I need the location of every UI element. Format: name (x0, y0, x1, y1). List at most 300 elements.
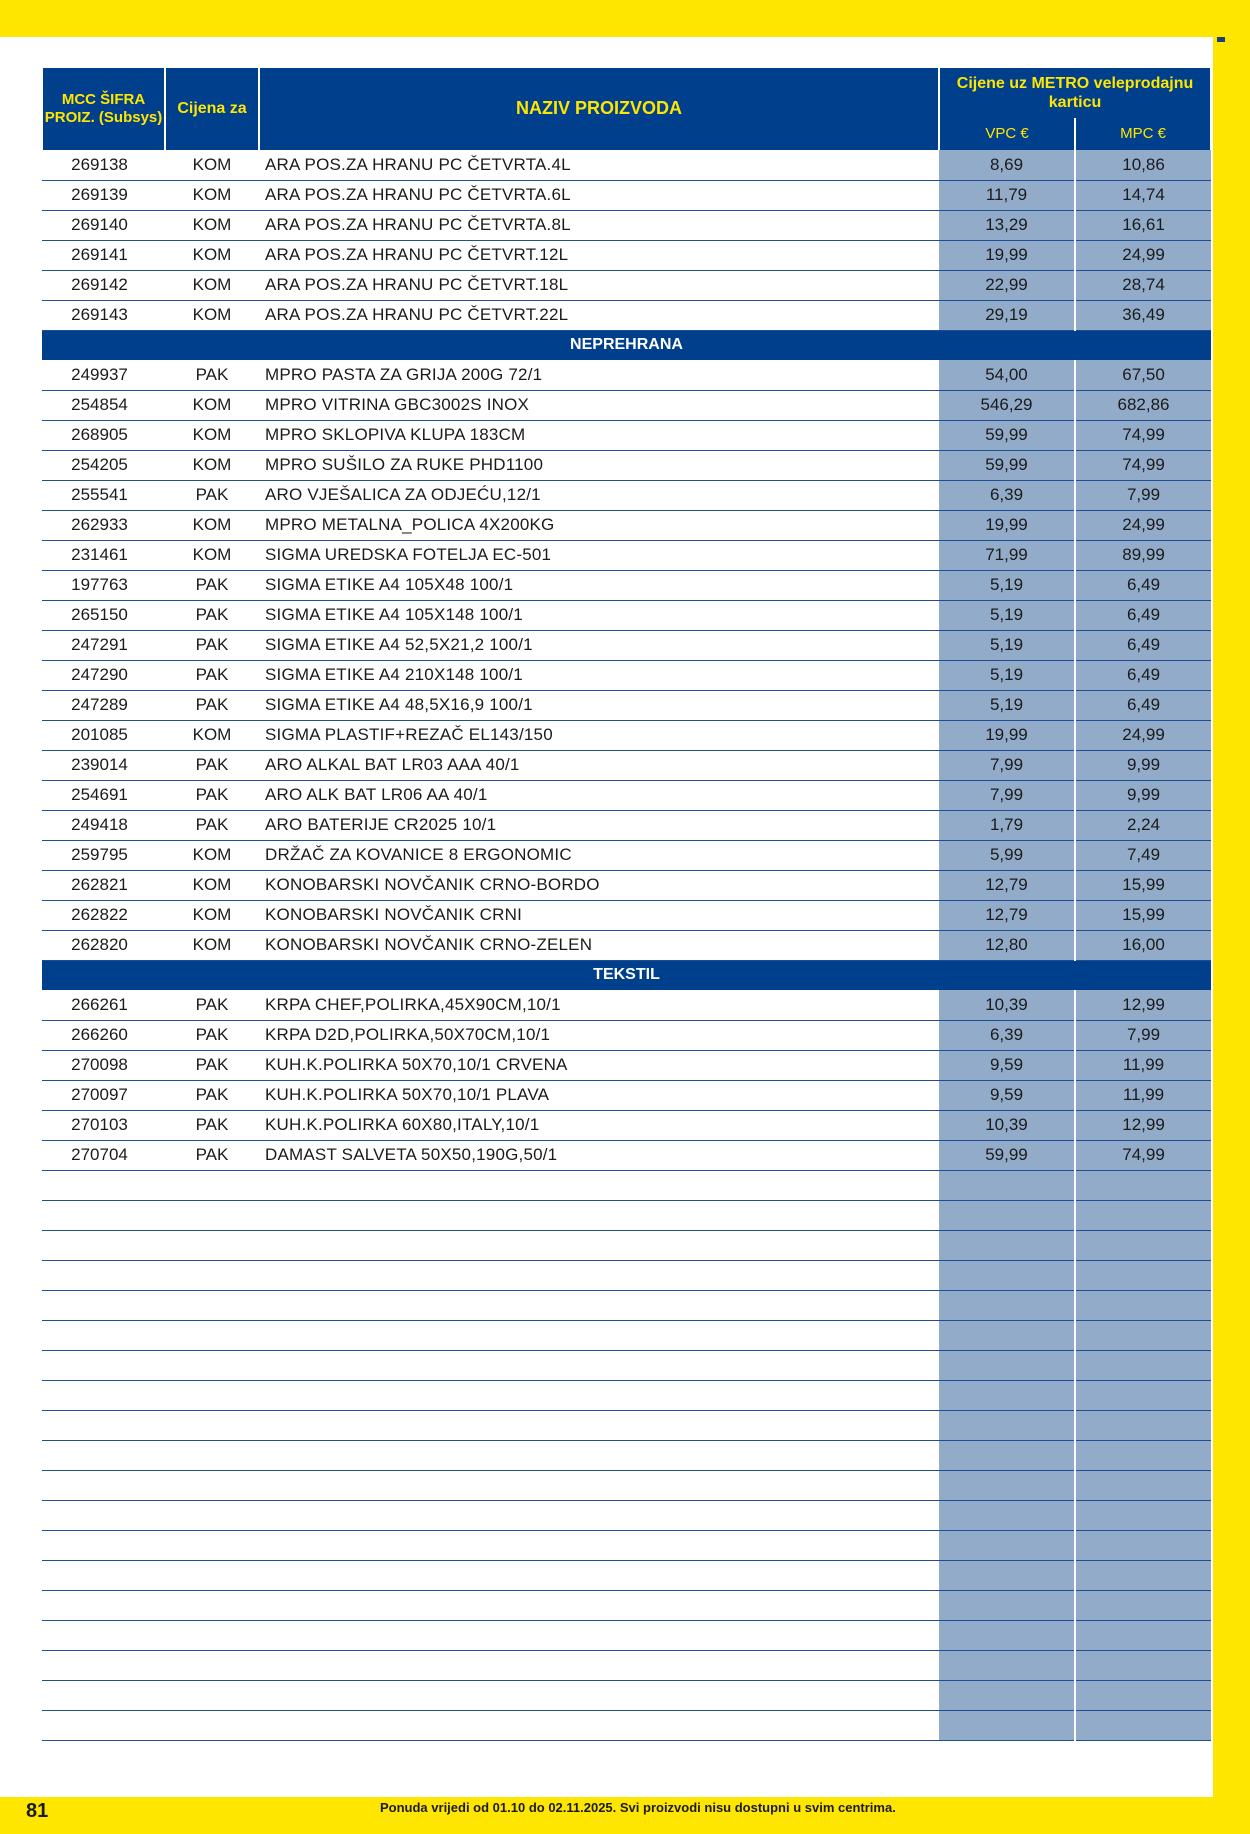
table-row (42, 600, 1211, 630)
cell-code (42, 1200, 165, 1230)
cell-mpc (1075, 1350, 1211, 1380)
cell-unit: PAK (165, 750, 259, 780)
cell-mpc (1075, 1500, 1211, 1530)
cell-mpc: 15,99 (1075, 900, 1211, 930)
cell-code: 270103 (42, 1110, 165, 1140)
cell-code: 231461 (42, 540, 165, 570)
cell-vpc: 7,99 (939, 780, 1075, 810)
cell-name (259, 1170, 939, 1200)
table-row (42, 840, 1211, 870)
cell-name (259, 1710, 939, 1740)
cell-vpc: 12,79 (939, 870, 1075, 900)
cell-mpc: 10,86 (1075, 150, 1211, 180)
cell-vpc: 22,99 (939, 270, 1075, 300)
cell-name: ARO BATERIJE CR2025 10/1 (259, 810, 939, 840)
cell-name: ARA POS.ZA HRANU PC ČETVRT.18L (259, 270, 939, 300)
cell-name: KONOBARSKI NOVČANIK CRNO-ZELEN (259, 930, 939, 960)
cell-unit: KOM (165, 510, 259, 540)
cell-mpc: 24,99 (1075, 720, 1211, 750)
cell-code: 247289 (42, 690, 165, 720)
cell-unit (165, 1650, 259, 1680)
table-row (42, 480, 1211, 510)
table-row (42, 510, 1211, 540)
cell-mpc: 7,99 (1075, 480, 1211, 510)
table-row (42, 720, 1211, 750)
cell-name: ARA POS.ZA HRANU PC ČETVRTA.4L (259, 150, 939, 180)
cell-mpc: 36,49 (1075, 300, 1211, 330)
cell-code: 270704 (42, 1140, 165, 1170)
cell-vpc (939, 1350, 1075, 1380)
table-row (42, 180, 1211, 210)
cell-vpc: 9,59 (939, 1050, 1075, 1080)
cell-mpc: 67,50 (1075, 360, 1211, 390)
cell-name (259, 1230, 939, 1260)
cell-mpc: 24,99 (1075, 240, 1211, 270)
cell-vpc (939, 1380, 1075, 1410)
cell-vpc (939, 1590, 1075, 1620)
cell-vpc: 5,19 (939, 690, 1075, 720)
table-row (42, 1440, 1211, 1470)
cell-mpc: 16,61 (1075, 210, 1211, 240)
cell-mpc (1075, 1320, 1211, 1350)
cell-unit (165, 1290, 259, 1320)
cell-name: MPRO SUŠILO ZA RUKE PHD1100 (259, 450, 939, 480)
cell-code: 269143 (42, 300, 165, 330)
cell-name (259, 1260, 939, 1290)
cell-mpc (1075, 1590, 1211, 1620)
cell-unit (165, 1320, 259, 1350)
cell-mpc (1075, 1680, 1211, 1710)
cell-unit (165, 1680, 259, 1710)
cell-name (259, 1440, 939, 1470)
cell-code: 259795 (42, 840, 165, 870)
cell-vpc: 11,79 (939, 180, 1075, 210)
cell-mpc: 15,99 (1075, 870, 1211, 900)
cell-vpc (939, 1200, 1075, 1230)
cell-name (259, 1530, 939, 1560)
cell-mpc: 74,99 (1075, 1140, 1211, 1170)
cell-unit: KOM (165, 300, 259, 330)
section-title: TEKSTIL (42, 960, 1211, 990)
table-row (42, 1380, 1211, 1410)
cell-name: MPRO SKLOPIVA KLUPA 183CM (259, 420, 939, 450)
cell-vpc: 19,99 (939, 720, 1075, 750)
table-row (42, 1290, 1211, 1320)
cell-name: KONOBARSKI NOVČANIK CRNI (259, 900, 939, 930)
cell-vpc (939, 1290, 1075, 1320)
table-row (42, 240, 1211, 270)
table-body (42, 150, 1211, 1740)
cell-name: ARO ALKAL BAT LR03 AAA 40/1 (259, 750, 939, 780)
cell-unit: KOM (165, 210, 259, 240)
cell-unit: PAK (165, 1080, 259, 1110)
cell-code (42, 1560, 165, 1590)
cell-mpc (1075, 1710, 1211, 1740)
cell-mpc: 7,49 (1075, 840, 1211, 870)
cell-mpc: 9,99 (1075, 780, 1211, 810)
header-price-group: Cijene uz METRO veleprodajnu karticu (939, 68, 1211, 118)
cell-code: 254691 (42, 780, 165, 810)
cell-name: SIGMA PLASTIF+REZAČ EL143/150 (259, 720, 939, 750)
table-row (42, 1320, 1211, 1350)
cell-mpc: 24,99 (1075, 510, 1211, 540)
cell-vpc: 59,99 (939, 1140, 1075, 1170)
cell-code: 269140 (42, 210, 165, 240)
cell-name (259, 1650, 939, 1680)
cell-vpc: 6,39 (939, 1020, 1075, 1050)
table-row (42, 690, 1211, 720)
cell-code: 266261 (42, 990, 165, 1020)
cell-code: 197763 (42, 570, 165, 600)
cell-name: SIGMA ETIKE A4 210X148 100/1 (259, 660, 939, 690)
cell-mpc: 6,49 (1075, 570, 1211, 600)
cell-name: SIGMA ETIKE A4 48,5X16,9 100/1 (259, 690, 939, 720)
cell-vpc (939, 1620, 1075, 1650)
cell-name (259, 1590, 939, 1620)
cell-name: SIGMA ETIKE A4 105X148 100/1 (259, 600, 939, 630)
table-row (42, 570, 1211, 600)
cell-unit: PAK (165, 990, 259, 1020)
table-row (42, 630, 1211, 660)
cell-unit (165, 1470, 259, 1500)
cell-name: DRŽAČ ZA KOVANICE 8 ERGONOMIC (259, 840, 939, 870)
cell-name (259, 1470, 939, 1500)
cell-code: 265150 (42, 600, 165, 630)
table-row (42, 1470, 1211, 1500)
cell-vpc: 54,00 (939, 360, 1075, 390)
table-row (42, 750, 1211, 780)
header-code: MCC ŠIFRA PROIZ. (Subsys) (42, 68, 165, 150)
cell-unit: PAK (165, 780, 259, 810)
cell-code: 269142 (42, 270, 165, 300)
cell-mpc: 11,99 (1075, 1050, 1211, 1080)
cell-mpc (1075, 1650, 1211, 1680)
table-row (42, 360, 1211, 390)
cell-vpc: 5,19 (939, 570, 1075, 600)
cell-mpc: 6,49 (1075, 660, 1211, 690)
cell-name (259, 1620, 939, 1650)
cell-vpc (939, 1710, 1075, 1740)
cell-name: KRPA CHEF,POLIRKA,45X90CM,10/1 (259, 990, 939, 1020)
cell-unit: PAK (165, 480, 259, 510)
cell-vpc (939, 1530, 1075, 1560)
cell-mpc: 11,99 (1075, 1080, 1211, 1110)
cell-vpc (939, 1170, 1075, 1200)
cell-code (42, 1440, 165, 1470)
cell-mpc: 682,86 (1075, 390, 1211, 420)
cell-mpc: 28,74 (1075, 270, 1211, 300)
cell-unit: KOM (165, 900, 259, 930)
header-mpc: MPC € (1075, 118, 1211, 150)
cell-unit (165, 1530, 259, 1560)
header-vpc: VPC € (939, 118, 1075, 150)
cell-unit (165, 1620, 259, 1650)
cell-vpc (939, 1560, 1075, 1590)
cell-name (259, 1410, 939, 1440)
cell-unit: PAK (165, 630, 259, 660)
cell-vpc: 29,19 (939, 300, 1075, 330)
cell-code: 247290 (42, 660, 165, 690)
cell-mpc (1075, 1470, 1211, 1500)
cell-unit: PAK (165, 600, 259, 630)
price-table (41, 68, 1212, 1741)
cell-mpc (1075, 1230, 1211, 1260)
table-row (42, 900, 1211, 930)
cell-vpc: 13,29 (939, 210, 1075, 240)
cell-name: KUH.K.POLIRKA 50X70,10/1 CRVENA (259, 1050, 939, 1080)
cell-code: 269138 (42, 150, 165, 180)
cell-unit (165, 1500, 259, 1530)
cell-vpc: 8,69 (939, 150, 1075, 180)
cell-vpc: 6,39 (939, 480, 1075, 510)
cell-vpc: 59,99 (939, 450, 1075, 480)
table-row (42, 1110, 1211, 1140)
table-row (42, 1020, 1211, 1050)
cell-vpc: 9,59 (939, 1080, 1075, 1110)
cell-unit (165, 1590, 259, 1620)
table-row (42, 1260, 1211, 1290)
cell-code: 254854 (42, 390, 165, 420)
cell-name (259, 1680, 939, 1710)
cell-unit: PAK (165, 1140, 259, 1170)
cell-mpc (1075, 1200, 1211, 1230)
cell-unit (165, 1200, 259, 1230)
cell-mpc: 74,99 (1075, 420, 1211, 450)
cell-code: 239014 (42, 750, 165, 780)
section-title: NEPREHRANA (42, 330, 1211, 360)
corner-mark-icon (1217, 37, 1225, 42)
cell-mpc (1075, 1260, 1211, 1290)
cell-unit: PAK (165, 1020, 259, 1050)
cell-name (259, 1560, 939, 1590)
cell-name: MPRO METALNA_POLICA 4X200KG (259, 510, 939, 540)
table-row (42, 1140, 1211, 1170)
cell-vpc: 71,99 (939, 540, 1075, 570)
cell-code (42, 1650, 165, 1680)
cell-name (259, 1200, 939, 1230)
table-row (42, 1590, 1211, 1620)
table-row (42, 450, 1211, 480)
cell-mpc: 74,99 (1075, 450, 1211, 480)
cell-vpc: 546,29 (939, 390, 1075, 420)
cell-code: 254205 (42, 450, 165, 480)
cell-code: 269139 (42, 180, 165, 210)
cell-mpc: 7,99 (1075, 1020, 1211, 1050)
cell-code (42, 1260, 165, 1290)
cell-vpc: 7,99 (939, 750, 1075, 780)
table-row (42, 1530, 1211, 1560)
cell-vpc (939, 1230, 1075, 1260)
section-header-row (42, 960, 1211, 990)
cell-code (42, 1230, 165, 1260)
cell-code (42, 1500, 165, 1530)
cell-vpc: 19,99 (939, 240, 1075, 270)
table-row (42, 270, 1211, 300)
header-name: NAZIV PROIZVODA (259, 68, 939, 150)
cell-unit (165, 1710, 259, 1740)
table-row (42, 1680, 1211, 1710)
cell-name: KUH.K.POLIRKA 60X80,ITALY,10/1 (259, 1110, 939, 1140)
cell-mpc: 12,99 (1075, 1110, 1211, 1140)
cell-mpc (1075, 1410, 1211, 1440)
table-row (42, 990, 1211, 1020)
cell-unit: KOM (165, 870, 259, 900)
cell-name: MPRO VITRINA GBC3002S INOX (259, 390, 939, 420)
cell-mpc (1075, 1170, 1211, 1200)
cell-code (42, 1680, 165, 1710)
cell-unit: KOM (165, 420, 259, 450)
cell-code (42, 1530, 165, 1560)
cell-mpc (1075, 1560, 1211, 1590)
cell-name: SIGMA ETIKE A4 105X48 100/1 (259, 570, 939, 600)
cell-mpc (1075, 1380, 1211, 1410)
table-row (42, 930, 1211, 960)
table-row (42, 1050, 1211, 1080)
cell-unit: KOM (165, 240, 259, 270)
cell-mpc: 6,49 (1075, 690, 1211, 720)
cell-unit (165, 1350, 259, 1380)
table-row (42, 1170, 1211, 1200)
cell-code (42, 1620, 165, 1650)
cell-name (259, 1290, 939, 1320)
cell-name: ARA POS.ZA HRANU PC ČETVRTA.6L (259, 180, 939, 210)
cell-unit: KOM (165, 390, 259, 420)
cell-unit (165, 1380, 259, 1410)
cell-code (42, 1710, 165, 1740)
cell-unit: PAK (165, 810, 259, 840)
cell-vpc (939, 1680, 1075, 1710)
cell-unit (165, 1410, 259, 1440)
cell-unit: KOM (165, 720, 259, 750)
cell-name: KONOBARSKI NOVČANIK CRNO-BORDO (259, 870, 939, 900)
cell-name: SIGMA UREDSKA FOTELJA EC-501 (259, 540, 939, 570)
cell-code (42, 1350, 165, 1380)
cell-mpc: 14,74 (1075, 180, 1211, 210)
cell-code: 268905 (42, 420, 165, 450)
cell-unit: PAK (165, 690, 259, 720)
cell-mpc (1075, 1440, 1211, 1470)
cell-vpc: 19,99 (939, 510, 1075, 540)
cell-mpc: 16,00 (1075, 930, 1211, 960)
table-row (42, 390, 1211, 420)
cell-code: 249418 (42, 810, 165, 840)
cell-unit: KOM (165, 270, 259, 300)
cell-vpc (939, 1440, 1075, 1470)
table-row (42, 780, 1211, 810)
cell-unit: PAK (165, 1110, 259, 1140)
cell-mpc: 12,99 (1075, 990, 1211, 1020)
cell-vpc: 10,39 (939, 990, 1075, 1020)
cell-unit: KOM (165, 150, 259, 180)
cell-unit: PAK (165, 360, 259, 390)
table-row (42, 1560, 1211, 1590)
cell-vpc: 5,19 (939, 630, 1075, 660)
cell-code (42, 1290, 165, 1320)
cell-vpc: 12,80 (939, 930, 1075, 960)
cell-vpc: 5,19 (939, 660, 1075, 690)
cell-mpc: 6,49 (1075, 630, 1211, 660)
table-row (42, 420, 1211, 450)
cell-unit: KOM (165, 930, 259, 960)
cell-code: 247291 (42, 630, 165, 660)
cell-name (259, 1320, 939, 1350)
cell-code (42, 1470, 165, 1500)
cell-name: ARA POS.ZA HRANU PC ČETVRTA.8L (259, 210, 939, 240)
cell-name: ARO VJEŠALICA ZA ODJEĆU,12/1 (259, 480, 939, 510)
cell-mpc: 6,49 (1075, 600, 1211, 630)
cell-vpc (939, 1500, 1075, 1530)
table-row (42, 1500, 1211, 1530)
cell-name (259, 1500, 939, 1530)
cell-code (42, 1590, 165, 1620)
cell-unit: KOM (165, 540, 259, 570)
table-row (42, 210, 1211, 240)
cell-unit: PAK (165, 1050, 259, 1080)
cell-unit: KOM (165, 450, 259, 480)
cell-unit (165, 1440, 259, 1470)
cell-mpc: 9,99 (1075, 750, 1211, 780)
table-row (42, 1410, 1211, 1440)
cell-code: 262822 (42, 900, 165, 930)
footer-note: Ponuda vrijedi od 01.10 do 02.11.2025. Svi proizvodi nisu dostupni u svim centrima. (380, 1800, 896, 1815)
cell-code (42, 1170, 165, 1200)
cell-unit (165, 1260, 259, 1290)
cell-vpc: 12,79 (939, 900, 1075, 930)
cell-vpc (939, 1260, 1075, 1290)
cell-code: 262933 (42, 510, 165, 540)
cell-vpc: 59,99 (939, 420, 1075, 450)
cell-name: DAMAST SALVETA 50X50,190G,50/1 (259, 1140, 939, 1170)
cell-vpc (939, 1650, 1075, 1680)
cell-mpc (1075, 1530, 1211, 1560)
cell-code: 266260 (42, 1020, 165, 1050)
cell-code: 201085 (42, 720, 165, 750)
cell-code: 269141 (42, 240, 165, 270)
table-row (42, 300, 1211, 330)
cell-unit (165, 1170, 259, 1200)
cell-code (42, 1410, 165, 1440)
cell-unit: KOM (165, 180, 259, 210)
section-header-row (42, 330, 1211, 360)
table-row (42, 1620, 1211, 1650)
table-row (42, 1650, 1211, 1680)
cell-code: 255541 (42, 480, 165, 510)
cell-vpc (939, 1410, 1075, 1440)
cell-mpc (1075, 1620, 1211, 1650)
table-row (42, 1230, 1211, 1260)
table-row (42, 1200, 1211, 1230)
cell-code: 270098 (42, 1050, 165, 1080)
table-row (42, 660, 1211, 690)
cell-name: ARA POS.ZA HRANU PC ČETVRT.22L (259, 300, 939, 330)
cell-code: 249937 (42, 360, 165, 390)
cell-vpc (939, 1320, 1075, 1350)
cell-code (42, 1320, 165, 1350)
table-row (42, 150, 1211, 180)
table-row (42, 1350, 1211, 1380)
cell-vpc: 5,99 (939, 840, 1075, 870)
cell-name: KUH.K.POLIRKA 50X70,10/1 PLAVA (259, 1080, 939, 1110)
cell-mpc: 89,99 (1075, 540, 1211, 570)
cell-vpc: 10,39 (939, 1110, 1075, 1140)
cell-name: SIGMA ETIKE A4 52,5X21,2 100/1 (259, 630, 939, 660)
cell-code (42, 1380, 165, 1410)
cell-unit (165, 1230, 259, 1260)
cell-vpc: 5,19 (939, 600, 1075, 630)
table-row (42, 810, 1211, 840)
cell-unit: PAK (165, 660, 259, 690)
cell-name: KRPA D2D,POLIRKA,50X70CM,10/1 (259, 1020, 939, 1050)
